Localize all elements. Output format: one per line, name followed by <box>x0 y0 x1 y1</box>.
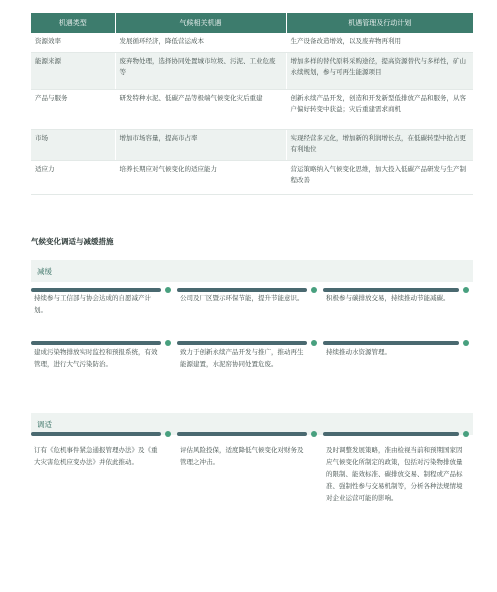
mitigation-item: 持续推动水资源管理。 <box>326 348 391 356</box>
cell-plan: 实现经营多元化，增加新的利润增长点，在低碳转型中抢占更有利地位 <box>286 129 473 160</box>
header-type: 机遇类型 <box>31 13 115 33</box>
table-row <box>31 52 473 89</box>
adaptation-item: 及时调整发展策略，准由检视当前和预期国家因应气候变化所制定的政策，包括对污染物排放量的限制、能效标准、碳排放交易、制程或产品标准、强制性参与交易机制等，分析各种法规情境对企业运营可能的影响。 <box>326 446 463 502</box>
section-title: 气候变化调适与减缓措施 <box>31 237 114 246</box>
timeline-bar <box>31 341 161 345</box>
timeline-dot <box>311 431 317 437</box>
cell-plan: 创新永续产品开发，创造和开发新型低排放产品和服务，从客户偏好转变中获益；灾后重建需求商机 <box>286 89 473 129</box>
timeline-segment <box>177 432 317 436</box>
cell-plan: 营运策略纳入气候变化思维，加大投入低碳产品研发与生产制程改善 <box>286 160 473 194</box>
timeline-dot <box>463 340 469 346</box>
table-row <box>31 160 473 194</box>
cell-type: 适应力 <box>31 160 115 194</box>
timeline-bar <box>177 432 307 436</box>
adaptation-label: 调适 <box>37 420 52 429</box>
cell-plan: 增加多样的替代原料采购途径，提高资源替代与多样性，矿山永续规划，参与可再生能源项目 <box>286 52 473 89</box>
cell-type: 能源来源 <box>31 52 115 89</box>
timeline-bar <box>31 432 161 436</box>
timeline-segment <box>177 341 317 345</box>
timeline-bar <box>323 432 459 436</box>
mitigation-item: 持续参与工信部与协会达成的自愿减产计划。 <box>34 294 151 314</box>
timeline-segment <box>323 432 469 436</box>
adaptation-item: 订有《危机事件紧急通报管理办法》及《重大灾害危机应变办法》并依此推动。 <box>34 446 158 466</box>
mitigation-item: 建成污染物排放实时监控和预报系统，有效管理，进行大气污染防治。 <box>34 348 158 368</box>
timeline-dot <box>311 340 317 346</box>
cell-opportunity: 废弃物处理，选择协同处置城市垃圾、污泥、工业危废等 <box>115 52 286 89</box>
cell-plan: 生产设备改造增效，以及废弃物再利用 <box>286 33 473 52</box>
header-opportunity: 气候相关机遇 <box>115 13 286 33</box>
table-row <box>31 129 473 160</box>
timeline-segment <box>31 432 171 436</box>
timeline-dot <box>311 287 317 293</box>
adaptation-item: 评估风险投保，适度降低气候变化对财务及管理之冲击。 <box>180 446 304 466</box>
table-header-row <box>31 13 473 33</box>
cell-opportunity: 发展循环经济，降低营运成本 <box>115 33 286 52</box>
mitigation-band <box>31 260 473 282</box>
timeline-dot <box>463 431 469 437</box>
mitigation-label: 减缓 <box>37 267 52 276</box>
cell-type: 资源效率 <box>31 33 115 52</box>
cell-type: 产品与服务 <box>31 89 115 129</box>
timeline-segment <box>31 341 171 345</box>
timeline-bar <box>323 341 459 345</box>
cell-opportunity: 培养长期应对气候变化的适应能力 <box>115 160 286 194</box>
timeline-dot <box>165 287 171 293</box>
cell-type: 市场 <box>31 129 115 160</box>
timeline-dot <box>165 431 171 437</box>
mitigation-item: 公司及厂区暨示环保节能，提升节能意识。 <box>180 294 304 302</box>
table-row <box>31 89 473 129</box>
mitigation-item: 积极参与碳排放交易，持续推动节能减碳。 <box>326 294 450 302</box>
cell-opportunity: 研发特种水泥、低碳产品等极端气候变化灾后重建 <box>115 89 286 129</box>
cell-opportunity: 增加市场容量，提高市占率 <box>115 129 286 160</box>
timeline-dot <box>165 340 171 346</box>
timeline-dot <box>463 287 469 293</box>
mitigation-item: 致力于创新永续产品开发与推广，推动再生能源建置，水泥窑协同处置危废。 <box>180 348 304 368</box>
opportunity-table <box>31 13 473 195</box>
header-plan: 机遇管理及行动计划 <box>286 13 473 33</box>
timeline-bar <box>177 341 307 345</box>
table-row <box>31 33 473 52</box>
timeline-segment <box>323 341 469 345</box>
